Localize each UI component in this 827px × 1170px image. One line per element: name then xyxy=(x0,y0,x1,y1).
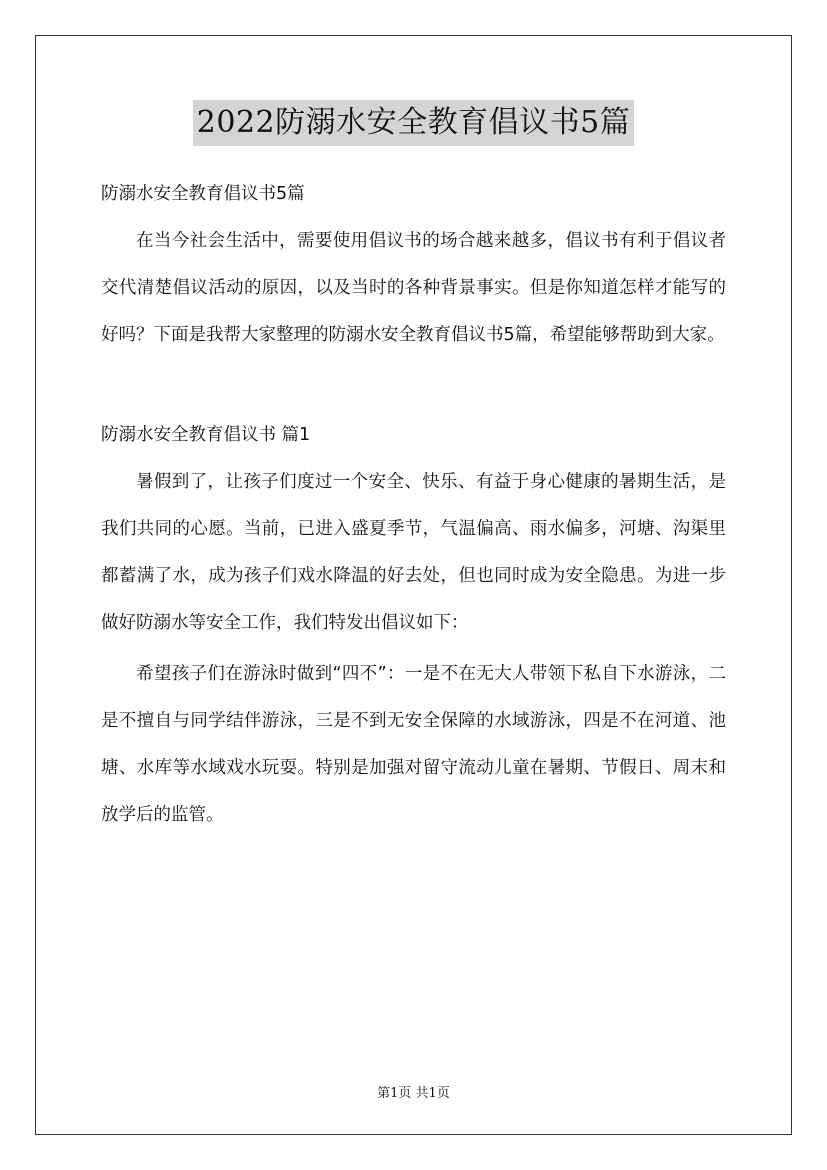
body-paragraph-2: 希望孩子们在游泳时做到“四不”：一是不在无大人带领下私自下水游泳，二是不擅自与同学结伴游泳，三是不到无安全保障的水域游泳，四是不在河道、池塘、水库等水域戏水玩耍。特别是加强对留守流动儿童在暑期、节假日、周末和放学后的监管。 xyxy=(101,664,726,825)
document-subtitle: 防溺水安全教育倡议书5篇 xyxy=(101,184,305,204)
page-number: 第1页 共1页 xyxy=(377,1086,450,1101)
section-gap xyxy=(101,359,726,411)
document-title: 2022防溺水安全教育倡议书5篇 xyxy=(193,100,634,146)
body-paragraph-1: 暑假到了，让孩子们度过一个安全、快乐、有益于身心健康的暑期生活，是我们共同的心愿。当前，已进入盛夏季节，气温偏高、雨水偏多，河塘、沟渠里都蓄满了水，成为孩子们戏水降温的好去处，但也同时成为安全隐患。为进一步做好防溺水等安全工作，我们特发出倡议如下： xyxy=(101,472,726,633)
document-body xyxy=(101,170,726,839)
page-footer xyxy=(0,1082,827,1101)
section-heading: 防溺水安全教育倡议书 篇1 xyxy=(101,425,311,445)
intro-paragraph: 在当今社会生活中，需要使用倡议书的场合越来越多，倡议书有利于倡议者交代清楚倡议活动的原因，以及当时的各种背景事实。但是你知道怎样才能写的好吗？下面是我帮大家整理的防溺水安全教育倡议书5篇，希望能够帮助到大家。 xyxy=(101,231,726,345)
document-title-block xyxy=(0,100,827,146)
